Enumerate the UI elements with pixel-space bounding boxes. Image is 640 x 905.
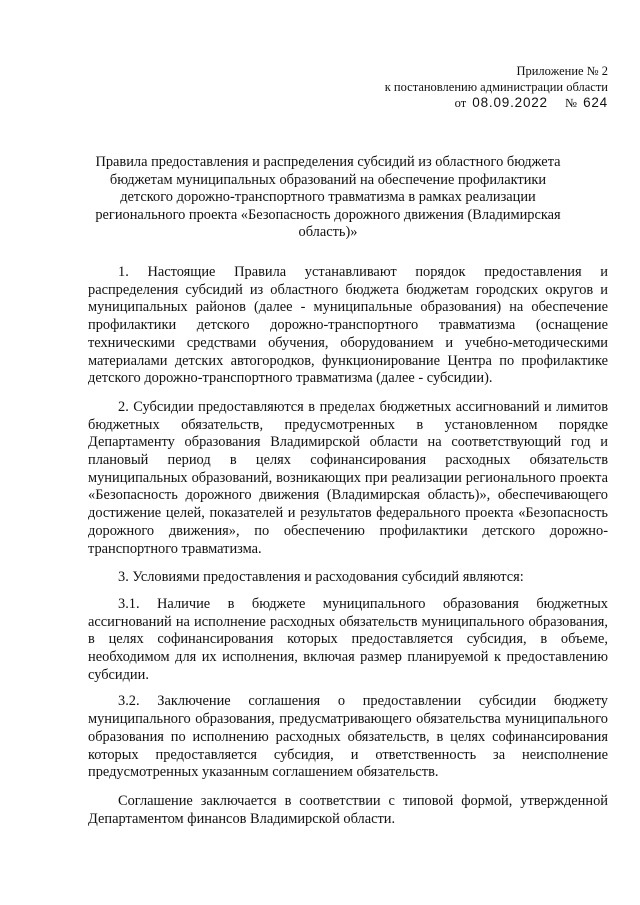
document-body	[88, 264, 608, 828]
resolution-date-number	[308, 95, 608, 112]
resolution-number: 624	[583, 95, 608, 110]
appendix-label: Приложение № 2	[516, 64, 608, 78]
paragraph-3: 3. Условиями предоставления и расходования субсидий являются:	[118, 569, 524, 586]
document-header	[308, 64, 608, 112]
paragraph-agreement: Соглашение заключается в соответствии с типовой формой, утвержденной Департаментом финансов Владимирской области.	[88, 792, 608, 827]
paragraph-1: 1. Настоящие Правила устанавливают порядок предоставления и распределения субсидий из областного бюджета бюджетам городских округов и муниципальных районов (далее - муниципальные образования) на обеспечение профилактики детского дорожно-транспортного травматизма (оснащение техническими средствами обучения, оборудованием и учебно-методическими материалами детских автогородков, функционирование Центра по профилактике детского дорожно-транспортного травматизма (далее - субсидии).	[88, 264, 608, 387]
document-title: Правила предоставления и распределения субсидий из областного бюджета бюджетам муниципальных образований на обеспечение профилактики детского дорожно-транспортного травматизма в рамках реализации регионального проекта «Безопасность дорожного движения (Владимирская область)»	[95, 154, 561, 240]
paragraph-3-2: 3.2. Заключение соглашения о предоставлении субсидии бюджету муниципального образования, предусматривающего обязательства муниципального образования по исполнению расходных обязательств, в целях софинансирования которых предоставляется субсидия, и ответственность за неисполнение предусмотренных указанным соглашением обязательств.	[88, 693, 608, 781]
resolution-date: 08.09.2022	[472, 95, 548, 110]
number-sign: №	[565, 96, 577, 110]
paragraph-3-1: 3.1. Наличие в бюджете муниципального образования бюджетных ассигнований на исполнение расходных обязательств муниципального образования, в целях софинансирования которых предоставляется субсидия, в объеме, необходимом для их исполнения, включая размер планируемой к предоставлению субсидии.	[88, 595, 608, 683]
resolution-reference: к постановлению администрации области	[384, 79, 608, 94]
date-prefix: от	[454, 96, 467, 110]
paragraph-2: 2. Субсидии предоставляются в пределах бюджетных ассигнований и лимитов бюджетных обязательств, предусмотренных в установленном порядке Департаменту образования Владимирской области на соответствующий год и плановый период в целях софинансирования расходных обязательств муниципальных образований, возникающих при реализации регионального проекта «Безопасность дорожного движения (Владимирская область)», обеспечивающего достижение целей, показателей и результатов федерального проекта «Безопасность дорожного движения», по обеспечению профилактики детского дорожно-транспортного травматизма.	[88, 398, 608, 557]
